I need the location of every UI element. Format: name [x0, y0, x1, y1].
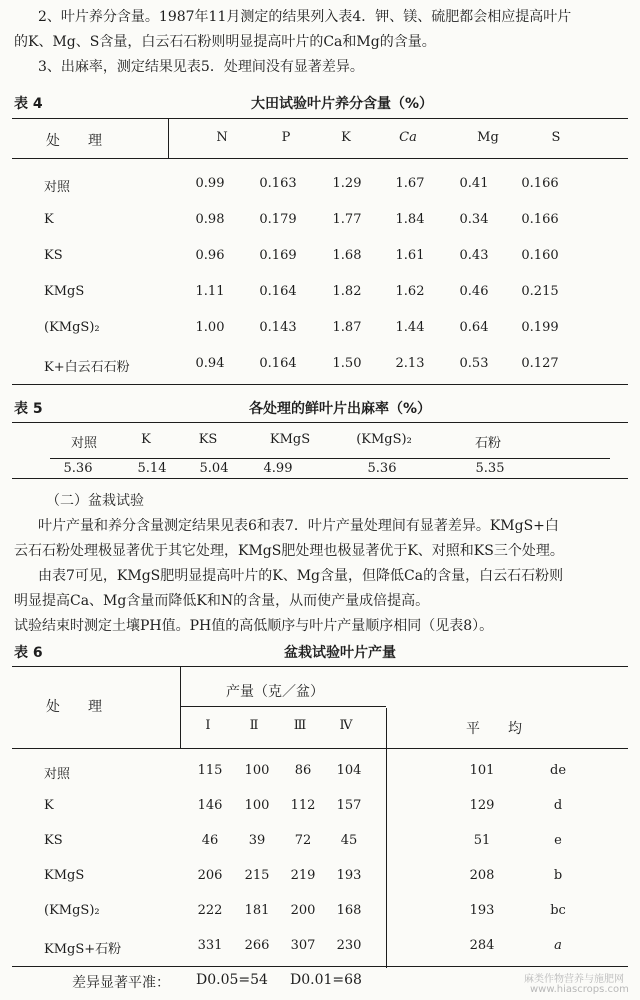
table6-label: 表 6	[14, 645, 43, 661]
table6-rep-header: Ⅰ	[205, 718, 211, 733]
table6-subheader-rule	[180, 706, 386, 707]
table6-d001: D0.01=68	[290, 972, 362, 988]
table5-column-header: KMgS	[269, 432, 311, 447]
table4-cell: 1.00	[195, 320, 225, 335]
table4-cell: 0.160	[521, 248, 559, 263]
table4-cell: 0.164	[259, 356, 297, 371]
table6-cell: 45	[340, 833, 358, 848]
table5-value: 5.04	[199, 461, 229, 476]
table4-cell: 0.199	[521, 320, 559, 335]
table6-rep-header: Ⅲ	[293, 718, 307, 733]
table5-value: 5.36	[367, 461, 397, 476]
table5-value: 4.99	[263, 461, 293, 476]
table6-cell: 168	[336, 903, 362, 918]
table6-top-rule	[12, 666, 628, 667]
table5-column-header: 石粉	[474, 436, 502, 451]
table4-column-header: P	[281, 130, 291, 145]
table6-sig-letter: d	[553, 798, 563, 813]
table4-cell: 1.62	[395, 284, 425, 299]
table6-sig-letter: a	[554, 938, 562, 953]
table6-cell: 104	[336, 763, 362, 778]
table4-cell: 0.99	[195, 176, 225, 191]
table5-value: 5.14	[137, 461, 167, 476]
table6-cell: 200	[290, 903, 316, 918]
table6-cell: 331	[197, 938, 223, 953]
table4-row-name: 对照	[44, 180, 71, 195]
section2-line1: 叶片产量和养分含量测定结果见表6和表7．叶片产量处理间有显著差异。KMgS+白	[38, 518, 559, 534]
table6-avg: 101	[469, 763, 495, 778]
table6-row-name: (KMgS)₂	[44, 903, 100, 918]
table6-bottom-rule	[12, 966, 628, 967]
table6-cell: 193	[336, 868, 362, 883]
table6-cell: 215	[244, 868, 270, 883]
table4-column-header: Mg	[477, 130, 499, 145]
table4-cell: 1.82	[332, 284, 362, 299]
table6-d005: D0.05=54	[196, 972, 268, 988]
table6-corner-header: 处 理	[46, 699, 102, 715]
table4-cell: 1.61	[395, 248, 425, 263]
table6-row-name: K	[44, 798, 54, 813]
section2-line2: 云石石粉处理极显著优于其它处理，KMgS肥处理也极显著优于K、对照和KS三个处理。	[14, 543, 564, 559]
table5-label: 表 5	[14, 401, 43, 417]
table6-avg: 284	[469, 938, 495, 953]
table6-cell: 157	[336, 798, 362, 813]
table6-cell: 72	[294, 833, 312, 848]
table4-cell: 1.77	[332, 212, 362, 227]
table5-column-header: K	[141, 432, 151, 447]
table6-cell: 206	[197, 868, 223, 883]
table6-cell: 100	[244, 798, 270, 813]
table4-label: 表 4	[14, 96, 43, 112]
table4-cell: 0.169	[259, 248, 297, 263]
table6-cell: 100	[244, 763, 270, 778]
table6-cell: 115	[197, 763, 223, 778]
table4-cell: 0.166	[521, 176, 559, 191]
table4-cell: 2.13	[395, 356, 425, 371]
table4-cell: 1.44	[395, 320, 425, 335]
table4-cell: 0.41	[459, 176, 489, 191]
table4-cell: 1.29	[332, 176, 362, 191]
table6-cell: 219	[290, 868, 316, 883]
table4-header-rule	[12, 158, 628, 159]
table6-vertical-rule-1	[180, 666, 181, 748]
table5-column-header: KS	[198, 432, 218, 447]
table6-cell: 46	[201, 833, 219, 848]
table4-cell: 0.53	[459, 356, 489, 371]
table6-sig-letter: e	[554, 833, 562, 848]
table6-avg: 193	[469, 903, 495, 918]
table6-footer-label: 差异显著平准：	[72, 975, 170, 991]
table5-top-rule	[12, 422, 628, 423]
table6-avg: 208	[469, 868, 495, 883]
table6-avg-header: 平 均	[466, 721, 522, 737]
table4-column-header: K	[341, 130, 351, 145]
table4-cell: 1.67	[395, 176, 425, 191]
table6-row-name: KS	[44, 833, 63, 848]
table4-cell: 0.98	[195, 212, 225, 227]
table6-rep-header: Ⅳ	[339, 718, 353, 733]
table5-value: 5.36	[63, 461, 93, 476]
table6-yield-header: 产量（克／盆）	[226, 684, 324, 700]
paragraph-3: 3、出麻率，测定结果见表5．处理间没有显著差异。	[38, 59, 364, 75]
table6-sig-letter: de	[549, 763, 567, 778]
table6-cell: 146	[197, 798, 223, 813]
table6-cell: 266	[244, 938, 270, 953]
table6-sig-letter: b	[553, 868, 563, 883]
table4-cell: 0.179	[259, 212, 297, 227]
table4-cell: 0.96	[195, 248, 225, 263]
section2-line3: 由表7可见，KMgS肥明显提高叶片的K、Mg含量，但降低Ca的含量，白云石石粉则	[38, 568, 564, 584]
table4-cell: 0.164	[259, 284, 297, 299]
table4-cell: 0.143	[259, 320, 297, 335]
table6-cell: 222	[197, 903, 223, 918]
table6-cell: 39	[248, 833, 266, 848]
table4-cell: 1.50	[332, 356, 362, 371]
table4-row-name: KS	[44, 248, 63, 263]
table6-avg: 51	[473, 833, 491, 848]
table4-cell: 1.87	[332, 320, 362, 335]
table5-column-header: 对照	[70, 436, 98, 451]
section2-line4: 明显提高Ca、Mg含量而降低K和N的含量，从而使产量成倍提高。	[14, 593, 430, 609]
table4-column-header: N	[216, 130, 228, 145]
table6-rep-header: Ⅱ	[249, 718, 259, 733]
table6-cell: 230	[336, 938, 362, 953]
table4-column-header: Ca	[399, 130, 417, 145]
table4-cell: 1.11	[195, 284, 225, 299]
table4-top-rule	[12, 118, 628, 119]
table4-cell: 0.34	[459, 212, 489, 227]
table5-mid-rule	[50, 458, 610, 459]
table4-cell: 0.127	[521, 356, 559, 371]
table6-cell: 307	[290, 938, 316, 953]
table6-avg: 129	[469, 798, 495, 813]
section2-line5: 试验结束时测定土壤PH值。PH值的高低顺序与叶片产量顺序相同（见表8）。	[14, 618, 494, 634]
section2-heading: （二）盆栽试验	[46, 493, 144, 509]
table4-title: 大田试验叶片养分含量（%）	[250, 96, 434, 112]
table5-title: 各处理的鲜叶片出麻率（%）	[248, 401, 432, 417]
table6-row-name: 对照	[44, 767, 71, 782]
table4-cell: 0.215	[521, 284, 559, 299]
table5-bottom-rule	[12, 478, 628, 479]
table6-row-name: KMgS	[44, 868, 85, 883]
table4-column-header: S	[551, 130, 561, 145]
paragraph-2: 2、叶片养分含量。1987年11月测定的结果列入表4．钾、镁、硫肥都会相应提高叶片	[38, 9, 572, 25]
table4-cell: 1.68	[332, 248, 362, 263]
table4-cell: 1.84	[395, 212, 425, 227]
table4-cell: 0.166	[521, 212, 559, 227]
table6-row-name: KMgS+石粉	[44, 942, 122, 957]
watermark-line2: www.hiascrops.com	[530, 984, 629, 995]
table6-vertical-rule-2	[386, 708, 387, 968]
table5-column-header: (KMgS)₂	[356, 432, 412, 447]
table6-cell: 112	[290, 798, 316, 813]
table4-cell: 0.163	[259, 176, 297, 191]
table6-cell: 181	[244, 903, 270, 918]
table6-title: 盆栽试验叶片产量	[284, 645, 396, 661]
table4-row-name: K	[44, 212, 54, 227]
table5-value: 5.35	[475, 461, 505, 476]
table6-cell: 86	[294, 763, 312, 778]
table4-row-name: (KMgS)₂	[44, 320, 100, 335]
table6-sig-letter: bc	[550, 903, 566, 918]
paragraph-2-cont: 的K、Mg、S含量，白云石石粉则明显提高叶片的Ca和Mg的含量。	[14, 34, 436, 50]
table4-bottom-rule	[12, 384, 628, 385]
table4-vertical-rule	[168, 118, 169, 158]
table4-row-name: KMgS	[44, 284, 85, 299]
watermark-line1: 麻类作物营养与施肥网	[524, 974, 624, 985]
table4-cell: 0.46	[459, 284, 489, 299]
table4-cell: 0.43	[459, 248, 489, 263]
table6-header-rule	[12, 748, 628, 749]
table4-cell: 0.94	[195, 356, 225, 371]
table4-corner-header: 处 理	[46, 133, 102, 149]
table4-row-name: K+白云石石粉	[44, 360, 130, 375]
table4-cell: 0.64	[459, 320, 489, 335]
